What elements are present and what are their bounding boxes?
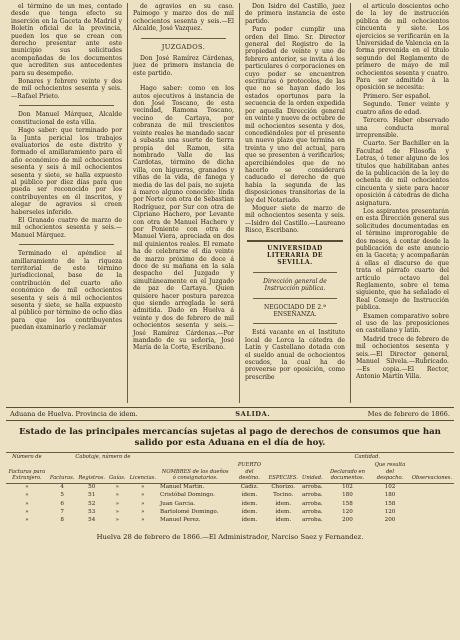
cell: Manuel Martín. xyxy=(159,484,205,491)
column-header: Guías. xyxy=(107,461,128,483)
cell: » xyxy=(25,508,29,515)
group-header-empty xyxy=(410,453,454,462)
cell: 158 xyxy=(384,500,396,507)
cell: ídem. xyxy=(241,492,258,499)
cell: arroba. xyxy=(301,484,323,491)
cell: » xyxy=(115,484,120,491)
cell: 200 xyxy=(342,516,353,523)
table-row xyxy=(6,508,454,516)
cell: ídem. xyxy=(241,500,258,507)
paragraph: Está vacante en el Instituto local de Lorca la cátedra de Latín y Castellano dotada con el sueldo anual de ochocientos escudos, la cual ha de proveerse por oposición, como prescribe xyxy=(245,329,345,381)
table-header xyxy=(6,461,454,483)
divider xyxy=(19,105,114,106)
cell: Manuel Perez. xyxy=(159,516,201,523)
paragraph: Hago saber: que terminado por la Junta pericial los trabajos evaluatorios de este distrito y formado el amillaramiento para el año económico de mil ochocientos sesenta y seis á mil ochocientos sesenta y siete, se halla expuesto al público por diez días para que pueda ser reconocido por los contribuyentes en él inscritos, y alegar de agravios si creen haberseles inferido. xyxy=(11,127,122,216)
paragraph: Terminado el apéndice al amillaramiento de la riqueza territorial de este término jurisdiccional, base de la contribución del cuarto año económico de mil ochocientos sesenta y seis á mil ochocientos sesenta y siete, se halla expuesto al público por término de ocho días para que los contribuyentes puedan examinarlo y reclamar xyxy=(11,250,122,332)
cell: 120 xyxy=(384,508,396,515)
cell: Juan Garcia. xyxy=(159,500,196,507)
column-header: Declarado en documentos. xyxy=(325,461,371,483)
table-row xyxy=(6,516,454,524)
cell: 120 xyxy=(342,508,353,515)
paragraph: Primero. Ser español. xyxy=(363,92,431,100)
cell: 102 xyxy=(342,484,353,491)
signature-line: Huelva 28 de febrero de 1866.—El Administrador, Narciso Saez y Fernandez. xyxy=(96,532,364,541)
cell: » xyxy=(141,508,145,515)
cell: » xyxy=(141,500,145,507)
column-header: Licencias. xyxy=(128,461,158,483)
column-header: Facturas para Extranjero. xyxy=(6,461,48,483)
cell: 102 xyxy=(384,484,396,491)
paragraph: El Granado cuatro de marzo de mil ochocientos sesenta y seis.—Manuel Márquez. xyxy=(11,216,122,239)
notice-header: UNIVERSIDAD LITERARIA DE xyxy=(266,244,324,259)
cell: ídem. xyxy=(241,508,258,515)
cell: Cádiz. xyxy=(240,484,259,491)
paragraph: Cuarto. Ser Bachiller en la Facultad de Filosofía y Letras, ó tener alguno de los títulos que habilitaban antes de la publicación de la ley de ochenta de mil ochocientos cincuenta y siete para hacer oposición á cátedras de dicha asignatura. xyxy=(356,140,449,207)
paragraph: Los aspirantes presentarán en esta Dirección general sus solicitudes documentadas en el término improrogable de dos meses, á contar desde la publicación de este anuncio en la Gaceta; y acompañarán á ellas el discurso de que trata el párrafo cuarto del artículo octavo del Reglamento, sobre el tema siguiente, que ha señalado el Real Consejo de Instrucción pública. xyxy=(356,207,449,312)
cell: 180 xyxy=(342,492,353,499)
column-header: Observaciones. xyxy=(410,461,454,483)
cell: » xyxy=(25,516,29,523)
cell xyxy=(410,508,454,516)
divider xyxy=(253,272,337,273)
paragraph: Don José Ramírez Cárdenas, juez de primera instancia de este partido. xyxy=(133,55,234,77)
cell: » xyxy=(115,492,120,499)
table-row xyxy=(6,500,454,508)
paragraph: Bonares y febrero veinte y dos de mil ochocientos sesenta y seis.—Rafael Prieto. xyxy=(11,78,122,100)
paragraph: Segundo. Tener veinte y cuatro años de edad. xyxy=(356,101,449,116)
paragraph: Para poder cumplir una orden del Ilmo. Sr. Director general del Registro de la propiedad de veinte y uno de febrero anterior, se invita á los particulares ó corporaciones en cuyo poder se encuentren escrituras ó protocolos, de las que no se hayan dado los estados oportunos para la secuencia de la orden expedida por aquella Dirección general en veinte y nueve de octubre de mil ochocientos sesenta y dos, concediéndoles por el presente un nuevo plazo que termina en treinta y uno del actual, para que se presenten á verificarlos; apercibiéndoles que de no hacerlo se considerará caducado el derecho de que había la segunda de las disposiciones transitorias de la ley del Notariado. xyxy=(245,26,345,204)
cell xyxy=(410,492,454,500)
paragraph: el artículo doscientos ocho de la ley de instrucción pública de mil ochocientos cincuenta y siete. Los ejercicios se verificarán en la Universidad de Valencia en la forma prevenida en el título segundo del Reglamento de primero de mayo de mil ochocientos sesenta y cuatro. Para ser admitido á la oposición se necesita: xyxy=(356,3,449,92)
cell: arroba. xyxy=(301,500,323,507)
cell xyxy=(410,500,454,508)
cell: Tocino. xyxy=(273,492,294,499)
cell: » xyxy=(115,500,120,507)
spacer xyxy=(133,78,234,85)
notice-subheader: Dirección general de Instrucción pública. xyxy=(263,277,327,293)
paragraph: Madrid trece de febrero de mil ochocientos sesenta y seis.—El Director general, Manuel Silvela.—Rubricado.—Es copia.—El Rector, Antonio Martín Villa. xyxy=(356,335,449,380)
cell: ídem. xyxy=(275,508,292,515)
notice-header: SEVILLA. xyxy=(277,259,313,267)
notice-subheader: NEGOCIADO DE 2.ª ENSEÑANZA. xyxy=(264,303,326,319)
cell: Bartolomé Domingo. xyxy=(159,508,219,515)
cell: 52 xyxy=(88,500,96,507)
table-row xyxy=(6,492,454,500)
cell: 158 xyxy=(342,500,353,507)
divider xyxy=(253,323,337,324)
column-header: Que resulta del despacho. xyxy=(370,461,410,483)
cell: 7 xyxy=(60,508,64,515)
text-columns xyxy=(6,3,454,403)
cell: arroba. xyxy=(301,492,323,499)
group-header: Número de xyxy=(6,453,48,462)
column-3 xyxy=(239,3,350,403)
column-2 xyxy=(127,3,239,403)
cell: » xyxy=(141,484,145,491)
cell: 8 xyxy=(60,516,64,523)
paragraph: de agravios en su caso. Paimogo y marzo dos de mil ochocientos sesenta y seis.—El Alcalde, José Vazquez. xyxy=(133,3,234,33)
double-rule xyxy=(247,240,343,242)
cell: » xyxy=(115,516,120,523)
column-header: Facturas. xyxy=(48,461,77,483)
table-group-header xyxy=(6,453,454,462)
goods-table xyxy=(6,452,454,525)
paragraph: Tercero. Haber observado una conducta moral irreprensible. xyxy=(356,117,449,139)
cell: 51 xyxy=(88,492,96,499)
cell: » xyxy=(141,516,145,523)
cell: 4 xyxy=(60,484,64,491)
column-header: Registros. xyxy=(76,461,107,483)
cell: 50 xyxy=(88,484,96,491)
cell: 6 xyxy=(60,500,64,507)
cell: 54 xyxy=(88,516,96,523)
section-heading: JUZGADOS. xyxy=(161,42,206,51)
customs-month: Mes de febrero de 1866. xyxy=(367,410,450,418)
divider xyxy=(141,38,226,39)
cell: arroba. xyxy=(301,508,323,515)
paragraph: el término de un mes, contado desde que tenga efecto su inserción en la Gaceta de Madrid y Boletín oficial de la provincia, pueden los que se crean con derecho presentar ante este municipio sus solicitudes acompañadas de los documentos que acrediten sus antecedentes para su desempeño. xyxy=(11,3,122,77)
column-1 xyxy=(6,3,127,403)
column-header: NOMBRES de los dueños ó consignatarios. xyxy=(158,461,232,483)
group-header: Cantidad. xyxy=(325,453,410,462)
cell: Cristóbal Domingo. xyxy=(159,492,215,499)
cell xyxy=(410,483,454,492)
column-header: PUERTO del destino. xyxy=(232,461,266,483)
divider xyxy=(19,244,114,245)
table-title: Estado de las principales mercancías sujetas al pago de derechos de consumos que han salido por esta Aduana en el día de hoy. xyxy=(19,427,441,448)
cell: 53 xyxy=(88,508,96,515)
group-header: Cabotaje, número de xyxy=(48,453,158,462)
customs-direction: SALIDA. xyxy=(235,410,271,418)
cell: » xyxy=(25,492,29,499)
cell: Chorizo. xyxy=(271,484,296,491)
cell: 180 xyxy=(384,492,396,499)
cell: » xyxy=(115,508,120,515)
cell: ídem. xyxy=(275,500,292,507)
paragraph: Hago saber: como en los autos ejecutivos á instancia de don José Toscano, de esta vecindad, Ramona Toscano, vecino de Cartaya, por cobranza de mil trescientos veinte reales he mandado sacar á subasta una suerte de tierra propia del Ramon, sita nombrado Valle de las Cardotas, término de dicha villa, con higueras, granados y viñas de la vida, de fanega y media de las del país, no sujeta á marco alguno conocido: linda por Norte con otra de Sebastian Rodríguez, por Sur con otra de Cipriano Hachero, por Levante con otra de Manuel Hachero y por Poniente con otra de Manuel Viera, apreciada en dos mil quinientos reales. El remate ha de celebrarse el día veinte de marzo próximo de doce á doce de su mañana en la sala despacho del Juzgado y simultáneamente en el Juzgado de paz de Cartaya. Quien quisiere hacer postura parezca que siendo arreglada le será admitida. Dado en Huelva á veinte y dos de febrero de mil ochocientos sesenta y seis.—José Ramírez Cárdenas.—Por mandado de su señoría, José María de la Corte, Escribano. xyxy=(133,85,234,352)
customs-office: Aduana de Huelva. Provincia de idem. xyxy=(10,410,138,418)
group-header-empty xyxy=(158,453,325,462)
divider xyxy=(253,298,337,299)
cell: » xyxy=(141,492,145,499)
paragraph: Don Isidro del Castillo, juez de primera instancia de este partido. xyxy=(245,3,345,25)
cell: ídem. xyxy=(241,516,258,523)
cell: 200 xyxy=(384,516,396,523)
cell: » xyxy=(25,484,29,491)
cell xyxy=(410,516,454,524)
cell: 5 xyxy=(60,492,64,499)
cell: » xyxy=(25,500,29,507)
cell: ídem. xyxy=(275,516,292,523)
column-header: Unidad. xyxy=(300,461,325,483)
customs-header-bar xyxy=(6,407,454,421)
paragraph: Don Manuel Márquez, Alcalde constitucional de esta villa. xyxy=(11,111,122,126)
paragraph: Examen comparativo sobre el uso de las preposiciones en castellano y latín. xyxy=(356,312,449,335)
column-header: ESPECIES. xyxy=(267,461,300,483)
cell: arroba. xyxy=(301,516,323,523)
paragraph: Moguer siete de marzo de mil ochocientos sesenta y seis.—Isidro del Castillo.—Laureano Risco, Escribano. xyxy=(245,204,345,235)
table-row xyxy=(6,483,454,492)
column-4 xyxy=(350,3,454,403)
